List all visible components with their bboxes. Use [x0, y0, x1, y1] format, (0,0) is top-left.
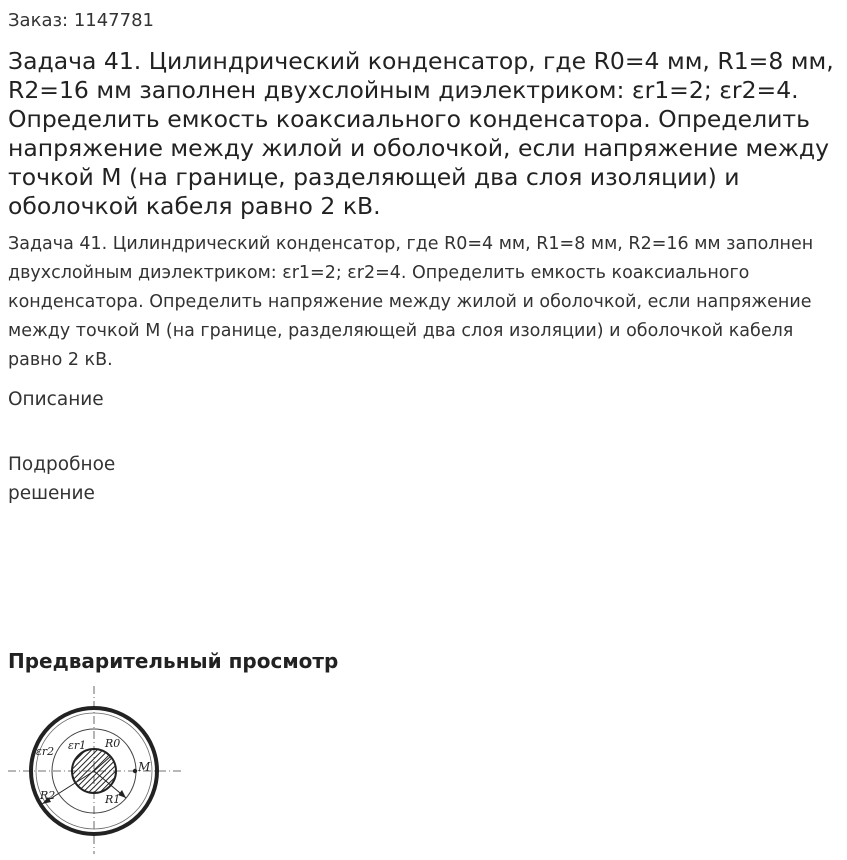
label-r2: R2	[40, 789, 56, 802]
task-title: Задача 41. Цилиндрический конденсатор, где R0=4 мм, R1=8 мм, R2=16 мм заполнен двухслойным диэлектриком: εr1=2; εr2=4. Определить емкость коаксиального конденсатора. Определить напряжение между жилой и оболочкой, если напряжение между точкой М (на границе, разделяющей два слоя изоляции) и оболочкой кабеля равно 2 кВ.	[8, 47, 834, 220]
point-m	[133, 769, 137, 773]
label-eps-r2: εr2	[36, 745, 55, 758]
coaxial-capacitor-diagram	[4, 684, 188, 856]
label-r1: R1	[105, 793, 121, 806]
preview-title: Предварительный просмотр	[8, 649, 339, 673]
preview-image	[4, 684, 188, 856]
label-eps-r1: εr1	[68, 739, 87, 752]
task-description-text: Задача 41. Цилиндрический конденсатор, где R0=4 мм, R1=8 мм, R2=16 мм заполнен двухслойным диэлектриком: εr1=2; εr2=4. Определить емкость коаксиального конденсатора. Определить напряжение между жилой и оболочкой, если напряжение между точкой М (на границе, разделяющей два слоя изоляции) и оболочкой кабеля равно 2 кВ.	[8, 234, 814, 370]
description-label: Описание	[8, 389, 104, 410]
detailed-solution-label: Подробное решение	[8, 454, 116, 504]
label-m: M	[138, 760, 151, 774]
label-r0: R0	[105, 737, 121, 750]
order-number: Заказ: 1147781	[8, 10, 154, 31]
